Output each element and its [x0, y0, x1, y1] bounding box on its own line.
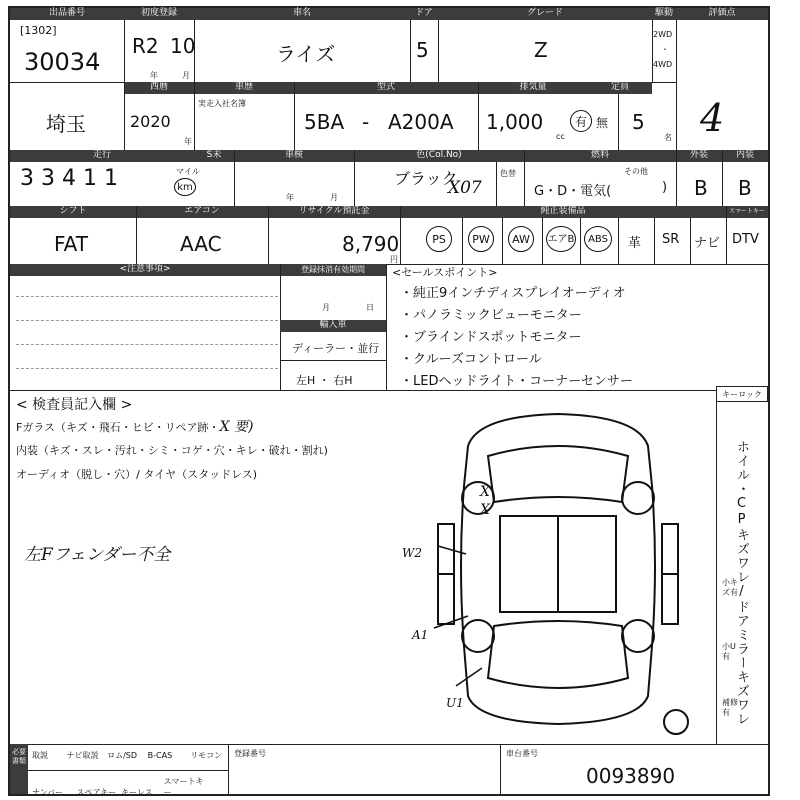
doc-label: ロム/SD	[107, 751, 138, 760]
score-value: 4	[700, 96, 725, 140]
mileage-digit: 1	[104, 166, 125, 191]
turbo-no: 無	[596, 116, 609, 130]
equip-header: 純正装備品	[400, 206, 726, 218]
history-note: 実走入社名簿	[198, 99, 246, 108]
reg-month-label: 月	[322, 303, 330, 312]
capacity: 5	[632, 110, 645, 134]
inspection-title: < 検査員記入欄 >	[16, 397, 133, 413]
side-legend: ホイル・CPキズワレ/ドアミラーキズワレ	[734, 440, 749, 726]
model-prefix: 5BA	[304, 110, 345, 134]
equip-airbag: エアB	[546, 226, 576, 252]
inspection-handwritten-note: 左Fフェンダー不全	[24, 545, 171, 565]
inspection-interior: 内装（キズ・スレ・汚れ・シミ・コゲ・穴・キレ・破れ・割れ)	[16, 444, 328, 457]
car-damage-diagram	[408, 406, 708, 736]
first-reg-month-unit: 月	[182, 71, 190, 80]
equip-dtv: DTV	[732, 232, 759, 247]
doc-label: リモコン	[190, 751, 223, 760]
mileage-header: 走行	[10, 150, 194, 162]
chassis-number: 0093890	[586, 764, 676, 788]
diagram-mark-u1: U1	[446, 696, 464, 710]
doc-row-1	[32, 750, 232, 761]
lot-code: [1302]	[20, 24, 57, 37]
inspection-glass-mark: X 要)	[219, 419, 254, 435]
year-header: 西暦	[124, 82, 194, 94]
color-name: ブラック	[394, 169, 458, 188]
history-header: 車歴	[194, 82, 294, 94]
auction-sheet	[8, 6, 770, 796]
car-name: ライズ	[276, 42, 336, 66]
equip-pw: PW	[468, 226, 494, 252]
diagram-mark-w2: W2	[402, 546, 422, 560]
mile-label: マイル	[176, 167, 200, 176]
exterior-grade: B	[694, 176, 708, 200]
sales-point: ・パノラミックビューモニター	[400, 308, 582, 323]
capacity-unit: 名	[664, 133, 672, 142]
shift-header: シフト	[10, 206, 136, 218]
first-reg-header: 初度登録	[124, 8, 194, 20]
car-doors: 5	[416, 38, 429, 62]
mileage-s-header: S未	[194, 150, 234, 162]
first-reg-era: R2	[132, 34, 159, 58]
model-code: A200A	[388, 110, 454, 134]
car-grade: Z	[534, 38, 548, 62]
diagram-mark-x1: X	[480, 484, 490, 500]
equip-abs: ABS	[584, 226, 612, 252]
type-header: 型式	[294, 82, 478, 94]
drive-dot: ・	[661, 45, 669, 54]
inspection-audio: オーディオ（脱し・穴）/ タイヤ（スタッドレス)	[16, 468, 258, 481]
mileage-digit: 4	[62, 166, 83, 191]
interior-header: 内装	[722, 150, 768, 162]
displacement: 1,000	[486, 110, 544, 134]
shaken-header: 車検	[234, 150, 354, 162]
doors-header: ドア	[410, 8, 438, 20]
first-reg-month: 10	[170, 34, 196, 58]
mileage-digit: 3	[20, 166, 41, 191]
car-name-header: 車名	[194, 8, 410, 20]
reg-number-label: 登録番号	[234, 749, 266, 758]
exterior-header: 外装	[676, 150, 722, 162]
fuel-options: G・D・電気(	[534, 184, 612, 199]
equip-aw: AW	[508, 226, 534, 252]
mileage-digit: 3	[41, 166, 62, 191]
sales-point: ・ブラインドスポットモニター	[400, 330, 582, 345]
sales-point: ・クルーズコントロール	[400, 352, 542, 367]
model-year-unit: 年	[184, 137, 192, 146]
drive-header: 駆動	[652, 8, 676, 20]
displacement-unit: cc	[556, 132, 565, 141]
doc-label: B-CAS	[147, 751, 173, 760]
lot-number: 30034	[24, 48, 101, 76]
lhd-label: 左H ・ 右H	[296, 374, 353, 387]
diagram-mark-x2: X	[480, 502, 490, 518]
chassis-label: 車台番号	[506, 749, 538, 758]
displacement-header: 排気量	[478, 82, 588, 94]
side-small-1: 小キズ有	[722, 578, 738, 597]
side-small-2: 小U有	[722, 642, 736, 661]
km-label: km	[174, 178, 196, 196]
model-dash: -	[362, 110, 370, 134]
mileage-digits	[20, 166, 170, 191]
first-reg-year-unit: 年	[150, 71, 158, 80]
equip-ps: PS	[426, 226, 452, 252]
caution-header: <注意事項>	[10, 264, 280, 276]
ac-value: AAC	[180, 232, 222, 256]
capacity-header: 定員	[588, 82, 652, 94]
doc-label: ナンバー	[32, 788, 64, 797]
interior-grade: B	[738, 176, 752, 200]
shaken-year: 年	[286, 193, 294, 202]
docs-header: 必要書類	[10, 744, 28, 794]
sales-point: ・LEDヘッドライト・コーナーセンサー	[400, 374, 633, 389]
key-lock-label: キーロック	[716, 386, 768, 402]
doc-label: スペアキー	[76, 788, 117, 797]
doc-label: 取説	[32, 751, 48, 760]
color-change-label: 色替	[500, 169, 516, 178]
doc-label: キーレス	[121, 788, 153, 797]
sales-header: <セールスポイント>	[392, 266, 498, 279]
fuel-header: 燃料	[524, 150, 676, 162]
recycle-header: リサイクル預託金	[268, 206, 400, 218]
shaken-month: 月	[330, 193, 338, 202]
sales-point: ・純正9インチディスプレイオーディオ	[400, 286, 626, 301]
region: 埼玉	[46, 112, 86, 136]
reg-day-label: 日	[366, 303, 374, 312]
fuel-close: )	[662, 180, 668, 195]
equip-navi: ナビ	[694, 236, 721, 251]
equip-sunroof: SR	[662, 232, 680, 247]
shift-value: FAT	[54, 232, 89, 256]
inspection-glass	[16, 416, 253, 436]
color-code: X07	[448, 178, 482, 198]
doc-row-2	[32, 776, 232, 798]
drive-4wd: 4WD	[653, 60, 673, 69]
import-header: 輸入車	[280, 320, 386, 332]
model-year: 2020	[130, 112, 171, 131]
drive-2wd: 2WD	[653, 30, 673, 39]
smartkey-header: スマートキー	[726, 206, 768, 218]
ac-header: エアコン	[136, 206, 268, 218]
reg-date-header: 登録抹消有効期間	[280, 264, 386, 276]
dealer-label: ディーラー・並行	[292, 342, 380, 355]
mileage-digit: 1	[83, 166, 104, 191]
doc-label: スマートキー	[163, 777, 204, 797]
doc-label: ナビ取説	[66, 751, 99, 760]
recycle-unit: 円	[390, 255, 398, 264]
diagram-mark-a1: A1	[412, 628, 429, 642]
score-header: 評価点	[676, 8, 768, 20]
color-header: 色(Col.No)	[354, 150, 524, 162]
grade-header: グレード	[438, 8, 652, 20]
fuel-other-label: その他	[624, 167, 648, 176]
lot-number-header: 出品番号	[10, 8, 124, 20]
turbo-yes: 有	[570, 110, 592, 132]
equip-leather: 革	[628, 236, 642, 251]
recycle-value: 8,790	[342, 232, 400, 256]
inspection-glass-text: Fガラス（キズ・飛石・ヒビ・リペア跡・	[16, 421, 220, 434]
side-small-3: 補修有	[722, 698, 738, 717]
